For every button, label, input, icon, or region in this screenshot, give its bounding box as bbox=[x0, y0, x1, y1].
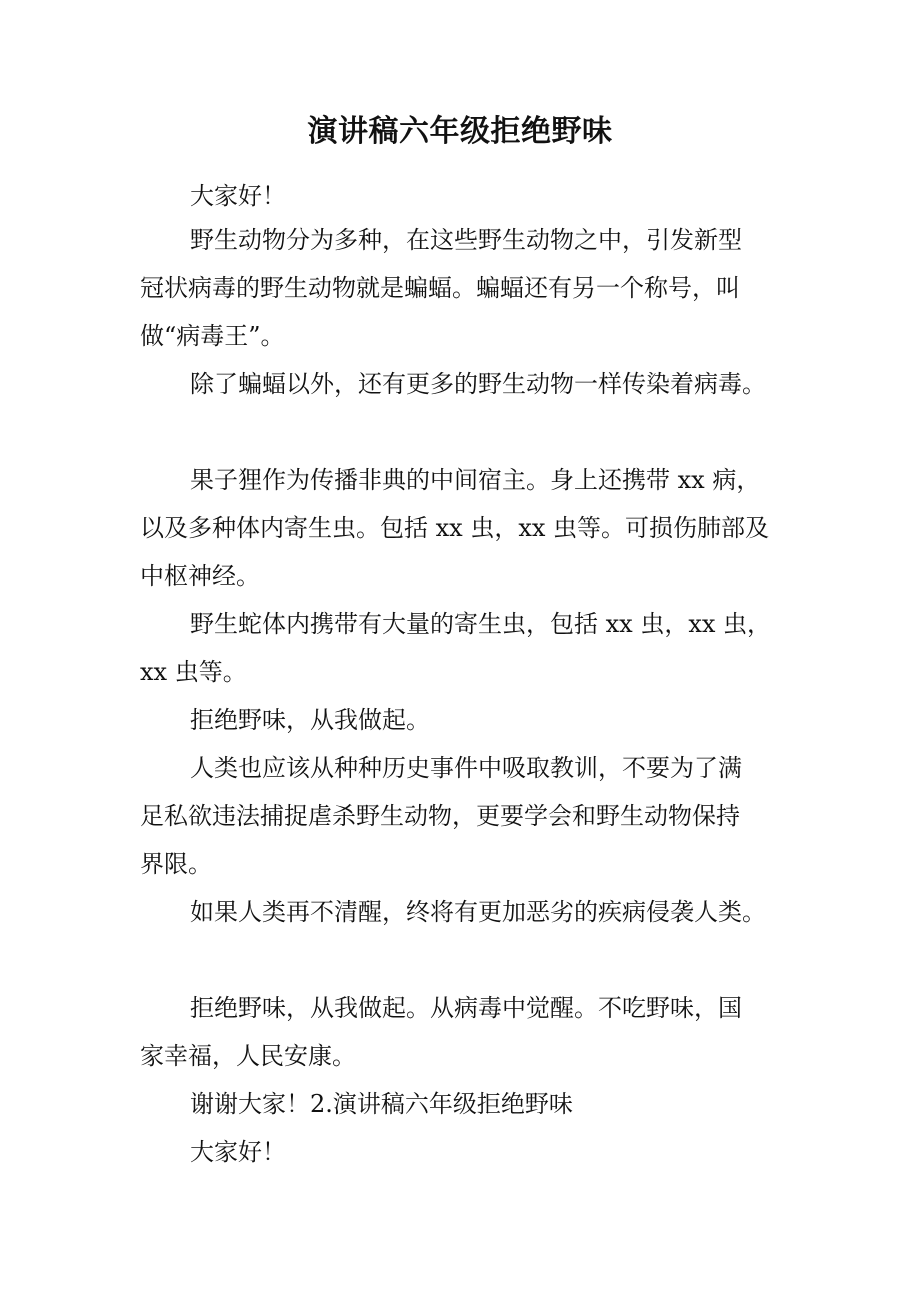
document-title: 演讲稿六年级拒绝野味 bbox=[307, 114, 613, 149]
paragraph-greeting-2 bbox=[140, 1128, 780, 1176]
paragraph-line: 除了蝙蝠以外，还有更多的野生动物一样传染着病毒。 bbox=[190, 370, 766, 398]
paragraph-refuse-wild-game bbox=[140, 696, 780, 744]
paragraph-line: 拒绝野味，从我做起。 bbox=[190, 706, 430, 734]
paragraph-line: 中枢神经。 bbox=[140, 562, 260, 590]
paragraph-line: 大家好！ bbox=[190, 1138, 286, 1166]
paragraph-line: 界限。 bbox=[140, 850, 212, 878]
paragraph-lessons bbox=[140, 744, 780, 888]
paragraph-line: 野生蛇体内携带有大量的寄生虫，包括 xx 虫，xx 虫， bbox=[190, 610, 772, 638]
paragraph-snake bbox=[140, 600, 780, 696]
paragraph-other-animals bbox=[140, 360, 780, 408]
paragraph-line: 果子狸作为传播非典的中间宿主。身上还携带 xx 病， bbox=[190, 466, 761, 494]
paragraph-line: 人类也应该从种种历史事件中吸取教训，不要为了满 bbox=[190, 754, 742, 782]
paragraph-greeting bbox=[140, 172, 780, 220]
paragraph-line: 家幸福，人民安康。 bbox=[140, 1042, 356, 1070]
paragraph-line: 野生动物分为多种，在这些野生动物之中，引发新型 bbox=[190, 226, 742, 254]
paragraph-civet bbox=[140, 456, 780, 600]
paragraph-bat-origin bbox=[140, 216, 780, 360]
paragraph-line: 大家好！ bbox=[190, 182, 286, 210]
paragraph-thanks bbox=[140, 1080, 780, 1128]
paragraph-conclusion bbox=[140, 984, 780, 1080]
paragraph-line: 做“病毒王”。 bbox=[140, 322, 285, 350]
paragraph-line: 冠状病毒的野生动物就是蝙蝠。蝙蝠还有另一个称号，叫 bbox=[140, 274, 740, 302]
paragraph-line: 足私欲违法捕捉虐杀野生动物，更要学会和野生动物保持 bbox=[140, 802, 740, 830]
paragraph-warning bbox=[140, 888, 780, 936]
paragraph-line: 拒绝野味，从我做起。从病毒中觉醒。不吃野味，国 bbox=[190, 994, 742, 1022]
paragraph-line: 如果人类再不清醒，终将有更加恶劣的疾病侵袭人类。 bbox=[190, 898, 766, 926]
paragraph-line: xx 虫等。 bbox=[140, 658, 247, 686]
paragraph-line: 以及多种体内寄生虫。包括 xx 虫，xx 虫等。可损伤肺部及 bbox=[140, 514, 770, 542]
paragraph-line: 谢谢大家！2.演讲稿六年级拒绝野味 bbox=[190, 1090, 573, 1118]
